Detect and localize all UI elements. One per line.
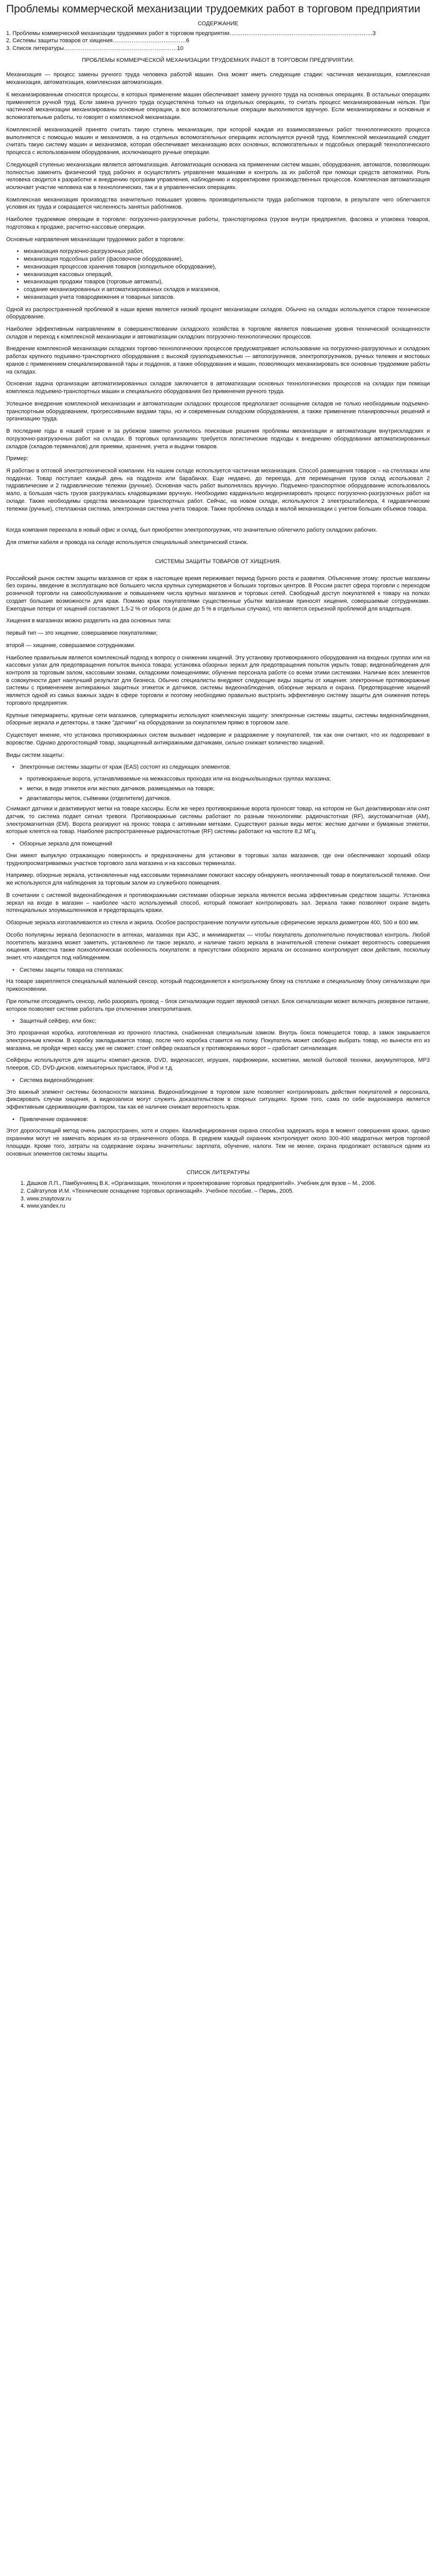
- toc-item[interactable]: 3. Список литературы……………………………………………………10: [6, 45, 184, 52]
- section1-body: [6, 71, 430, 546]
- paragraph: В сочетании с системой видеонаблюдения и противокражными системами обзорные зеркала являются весьма эффективным средством защиты. Установка зеркал на входе в магазин – наиболее часто используемый способ, который помогает контролировать зал. Зеркала также позволяют охране видеть потенциальных злоумышленников и предотвращать кражи.: [6, 892, 430, 914]
- literature-list: [6, 1180, 430, 1210]
- paragraph: Сейферы используются для защиты компакт-дисков, DVD, видеокассет, игрушек, парфюмерии, косметики, мелкой бытовой техники, аккумуляторов, MP3 плееров, CD, DVD-дисков, компьютерных приставок, iPod и т.д.: [6, 1057, 430, 1072]
- paragraph: Они имеют выпуклую отражающую поверхность и предназначены для установки в торговых залах магазинов, где они обеспечивают хороший обзор труднопросматриваемых участков торгового зала магазина и на кассовых терминалах.: [6, 852, 430, 867]
- section2-body: [6, 575, 430, 1158]
- paragraph: Основная задача организации автоматизированных складов заключается в автоматизации основных технологических процессов на складах при помощи комплекса подъемно-транспортных машин и специального оборудования без применения ручного труда.: [6, 381, 430, 395]
- guards-heading: • Привлечение охранников:: [6, 1116, 430, 1124]
- literature-item: 1. Дашков Л.П., Памбухчиянц В.К. «Организация, технология и проектирование торговых предприятий». Учебник для вузов – М., 2006.: [27, 1180, 430, 1188]
- list-item: • механизация подсобных работ (фасовочное оборудование),: [24, 256, 430, 263]
- literature-heading: СПИСОК ЛИТЕРАТУРЫ: [186, 1170, 250, 1176]
- list-item: • механизация кассовых операций,: [24, 271, 430, 279]
- paragraph: Это важный элемент системы безопасности магазина. Видеонаблюдение в торговом зале позволяет контролировать действия покупателей и персонала, фиксировать случаи хищения, а видеозаписи могут служить доказательством в спорных ситуациях. Кроме того, сама по себе видеокамера является эффективным сдерживающим фактором, так как её наличие снижает вероятность краж.: [6, 1089, 430, 1111]
- paragraph: Наиболее правильным является комплексный подход к вопросу о снижении хищений. Эту установку противокражного оборудования на входных группах или на кассовых узлах для предотвращения попыток выноса товара; установка обзорных зеркал для предотвращения попыток укрыть товар; видеонаблюдения для контроля за торговым залом, кассовыми зонами, складскими помещениями; обучение персонала работе со всеми этими системами. Наличие всех элементов в совокупности дает наилучший результат для бизнеса. Обычно специалисты внедряют следующие виды защиты от хищения: электронные противокражные системы с применением антикражных защитных этикеток и датчиков, системы видеонаблюдения, обзорные зеркала и охрана. Предотвращение хищений является одной из самых важных задач в сфере торговли и поэтому необходимо правильно выстроить эффективную систему защиты для снижения потерь торгового предприятия.: [6, 654, 430, 706]
- mechanization-directions-list: [6, 248, 430, 301]
- paragraph: Виды систем защиты:: [6, 752, 64, 758]
- paragraph: Одной из распространенной проблемой в наши время является низкий процент механизации складов. Обычно на складах используется старое техническое оборудование.: [6, 306, 430, 320]
- shelf-protection-heading: • Системы защиты товара на стеллажах:: [6, 967, 430, 974]
- toc-item[interactable]: 1. Проблемы коммерческой механизации трудоемких работ в торговом предприятии………………………………………………………………….3: [6, 30, 376, 37]
- safer-box-heading: • Защитный сейфер, или бокс:: [6, 1018, 430, 1025]
- list-item: • механизация продажи товаров (торговые автоматы),: [24, 278, 430, 286]
- list-item: • механизация процессов хранения товаров (холодильное оборудование),: [24, 263, 430, 271]
- paragraph: Наиболее трудоемкие операции в торговле: погрузочно-разгрузочные работы, транспортировка (грузов внутри предприятия, фасовка и упаковка товаров, подготовка к продаже, расчетно-кассовые операции.: [6, 216, 430, 230]
- paragraph: Наиболее эффективным направлением в совершенствовании складского хозяйства в торговле является повышение уровня технической оснащенности складов и переход к комплексной механизации и автоматизации складских погрузочно-технологических процессов.: [6, 326, 430, 340]
- toc-list: [6, 30, 430, 53]
- document-title: Проблемы коммерческой механизации трудоемких работ в торговом предприятии: [6, 3, 421, 15]
- mirrors-heading: • Обзорные зеркала для помещений: [6, 840, 430, 848]
- list-item: ◦ деактиваторы меток, съёмники (отделители) датчиков.: [27, 795, 430, 803]
- paragraph: второй — хищение, совершаемое сотрудниками.: [6, 642, 136, 649]
- paragraph: Снимают датчики и деактивируют метки на товаре кассиры. Если же через противокражные ворота проносят товар, на котором не был деактивирован или снят датчик, то система подает сигнал тревоги. Противокражные системы работают по разным технологиям: радиочастотная (RF), акустомагнитная (AM), электромагнитная (EM). Ворота реагируют на пронос товара с активными метками. Существуют разные виды меток: жесткие датчики и бумажные этикетки, которые клеятся на товар. Наиболее распространенные радиочастотные (RF) системы работают на частоте 8,2 МГц.: [6, 806, 430, 835]
- literature-item[interactable]: 3. www.znaytovar.ru: [27, 1195, 430, 1203]
- paragraph: Это прозрачная коробка, изготовленная из прочного пластика, снабженная специальным замком. Внутрь бокса помещается товар, а замок закрывается электронным ключом. В коробку закладывается товар, после чего коробка ставится на полку. Покупатель может свободно выбрать товар, но вынести его из магазина, не пройдя через кассу, уже не сможет: стоит сейфер оказаться у противокражных ворот – сработает сигнализация.: [6, 1030, 430, 1052]
- paragraph: Для отметки кабеля и провода на складе используется специальный электрический станок.: [6, 539, 248, 546]
- paragraph: Особо популярны зеркала безопасности в аптеках, магазинах при АЗС, и минимаркетах — чтобы покупатель дополнительно почувствовал контроль. Любой посетитель магазина может заметить, установлено ли такое зеркало, и наличие такого зеркала в значительной степени снижает вероятность совершения хищения. Известна также психологическая особенность покупателя: в присутствии обзорного зеркала он осознанно контролирует свои действия, поскольку знает, что находится под наблюдением.: [6, 931, 430, 961]
- paragraph: Внедрение комплексной механизации складских торгово-технологических процессов предусматривает использование на погрузочно-разгрузочных и складских работах крупного подъемно-транспортного оборудования с высокой грузоподъемностью — автопогрузчиков, электропогрузчиков, ручных тележек и мостовых кранов с применением специализированной тары и поддонов, а также оборудования и машин, позволяющих механизировать все основные трудоемкие работы на складах.: [6, 346, 430, 375]
- section2-heading: СИСТЕМЫ ЗАЩИТЫ ТОВАРОВ ОТ ХИЩЕНИЯ.: [155, 558, 281, 565]
- toc-heading: СОДЕРЖАНИЕ: [198, 20, 238, 27]
- list-item: • создание механизированных и автоматизированных складов и магазинов,: [24, 286, 430, 294]
- literature-item: 2. Сайгатулов И.М. «Технические оснащение торговых организаций». Учебное пособие. – Пермь, 2005.: [27, 1188, 430, 1195]
- paragraph: Например, обзорные зеркала, установленные над кассовыми терминалами помогают кассиру обнаружить неоплаченный товар в покупательской тележке. Они же используются для наблюдения за торговым залом из служебного помещения.: [6, 872, 430, 887]
- document-page: [0, 0, 436, 1215]
- list-item: ◦ метки, в виде этикеток или жестких датчиков, размещаемых на товаре;: [27, 785, 430, 793]
- list-item: • механизация учета товародвижения и товарных запасов.: [24, 294, 430, 301]
- paragraph: Крупные гипермаркеты, крупные сети магазинов, супермаркеты используют комплексную защиту: электронные системы защиты, системы видеонаблюдения, обзорные зеркала и детекторы, а также "датчики" на оборудовании за покупателем прямо в торговом зале.: [6, 712, 430, 726]
- paragraph: первый тип — это хищение, совершаемое покупателями;: [6, 630, 158, 637]
- paragraph: Пример:: [6, 455, 29, 462]
- list-item: • механизация погрузочно-разгрузочных работ,: [24, 248, 430, 256]
- paragraph: Хищения в магазинах можно разделить на два основных типа:: [6, 618, 171, 624]
- toc-item[interactable]: 2. Системы защиты товаров от хищения…………………………………6: [6, 38, 189, 44]
- paragraph: Российский рынок систем защиты магазинов от краж в настоящее время переживает период бурного роста и развития. Объяснение этому: простые магазины без охраны, введение в эксплуатацию всё большего числа крупных супермаркетов и больших торговых центров. В России растет сфера торговли с переходом розничной торговли на самообслуживание и повышением числа крупных магазинов и торговых сетей. Свободный доступ покупателей к товару на полках создает большие возможности для краж. Помимо краж покупателями существенные убытки магазинам приносят хищения, совершаемые сотрудниками. Ежегодные потери от хищений составляют 1,5-2 % от оборота (и даже до 5 % в отдельных случаях), что является серьезной проблемой для владельцев.: [6, 575, 430, 612]
- paragraph: Этот дорогостоящий метод очень распространен, хотя и спорен. Квалифицированная охрана способна задержать вора в момент совершения кражи, однако охранники могут не замечать воришек из-за ограниченного обзора. В среднем каждый охранник контролирует около 300-400 квадратных метров торговой площади. Кроме того, затраты на содержание охраны значительны: зарплата, обучение, налоги. Тем не менее, охрана продолжает оставаться одним из основных элементов системы защиты.: [6, 1128, 430, 1157]
- paragraph: Обзорные зеркала изготавливаются из стекла и акрила. Особое распространение получили купольные сферические зеркала диаметром 400, 500 и 600 мм.: [6, 920, 420, 926]
- paragraph: Когда компания переехала в новый офис и склад, был приобретен электропогрузчик, что значительно облегчило работу складских рабочих.: [6, 527, 378, 534]
- paragraph: Следующей ступенью механизации является автоматизация. Автоматизация основана на применении систем машин, оборудования, автоматов, позволяющих полностью заменить физический труд рабочих и осуществлять управление машинами и контроль за их работой при помощи средств автоматики. Роль человека сводится к разработке и внедрению программ управления, наблюдению и корректировке производственных процессов. Комплексная автоматизация исключает участие человека как в технологических, так и в управленческих операциях.: [6, 161, 430, 191]
- section1-heading: ПРОБЛЕМЫ КОММЕРЧЕСКОЙ МЕХАНИЗАЦИИ ТРУДОЕМКИХ РАБОТ В ТОРГОВОМ ПРЕДПРИЯТИИ.: [81, 57, 355, 63]
- eas-list-heading: • Электронные системы защиты от краж (EAS) состоят из следующих элементов:: [6, 764, 430, 771]
- paragraph: Существует мнение, что установка противокражных систем вызывает недоверие и раздражение у покупателей, так как они считают, что их подозревают в воровстве. Однако дорогостоящий товар, защищенный антикражными датчиками, сильно снижает количество хищений.: [6, 732, 430, 746]
- paragraph: К механизированным относятся процессы, в которых применение машин обеспечивает замену ручного труда на основных операциях. В остальных операциях применяется ручной труд. Если замена ручного труда осуществлена только на отдельных операциях, то считать процесс механизированным нельзя. При частичной механизации механизированы основные операции, а все вспомогательные операции выполняются вручную. Если механизированы и основные и вспомогательные работы, то говорят о комплексной механизации.: [6, 91, 430, 121]
- literature-item[interactable]: 4. www.yandex.ru: [27, 1202, 430, 1210]
- paragraph: Комплексной механизацией принято считать такую ступень механизации, при которой каждая из взаимосвязанных работ технологического процесса выполняется с помощью машин и механизмов, а на отдельных вспомогательных операциях используется ручной труд. Комплексной механизацией следует считать такую систему машин и механизмов, которая обеспечивает механизацию всех основных, вспомогательных и подсобных операций технологического процесса с использованием оборудования, исключающего ручные операции.: [6, 126, 430, 156]
- paragraph: На товаре закрепляется специальный маленький сенсор, который подсоединяется к контрольному блоку на стеллаже и специальному блоку сигнализации при прикосновении.: [6, 978, 430, 993]
- paragraph: Я работаю в оптовой электротехнической компании. На нашем складе используется частичная механизация. Способ размещения товаров – на стеллажах или поддонах. Товар поступает каждый день на поддонах или барабанах. Еще недавно, до переезда, для перемещения грузов склад использовал 2 гидравлические и 2 гидравлические тележки (ручные). Основная часть работ выполнялась вручную. Подъемно-транспортное оборудование использовалось мало, а большая часть грузов разгружалась кладовщиками вручную. Необходимо кардинально модернизировать процесс погрузочно-разгрузочных работ на складе. Также необходимы средства механизации транспортных работ. Сейчас, на новом складе, используются 2 электроштабелера, 4 гидравлические тележки (ручные), стеллажная система, электронная система учета товаров. Также проблема склада в малой механизации с учетом больших объемов товара.: [6, 468, 430, 512]
- video-surveillance-heading: • Система видеонаблюдения:: [6, 1077, 430, 1084]
- eas-elements-list: [6, 775, 430, 802]
- paragraph: Механизация — процесс замены ручного труда человека работой машин. Она может иметь следующие стадии: частичная механизация, комплексная механизация, автоматизация, комплексная автоматизация.: [6, 72, 430, 86]
- paragraph: Основные направления механизации трудоемких работ в торговле:: [6, 236, 185, 243]
- paragraph: При попытке отсоединить сенсор, либо разорвать провод – блок сигнализации подает звуковой сигнал. Блок сигнализации может включать резервное питание, которое позволяет системе работать при отключении электропитания.: [6, 998, 430, 1012]
- paragraph: Комплексная механизация производства значительно повышает уровень производительности труда работников торговли, в результате чего облегчаются условия их труда и сокращается численность занятых работников.: [6, 196, 430, 211]
- list-item: ◦ противокражные ворота, устанавливаемые на межкассовых проходах или на входных/выходных группах магазина;: [27, 775, 430, 783]
- paragraph: В последние годы в нашей стране и за рубежом заметно усилилось поисковые решения проблемы механизации и автоматизации внутрискладских и погрузочно-разгрузочных работ на складах. В торговых организациях требуется логистические подходы к внедрению оборудования автоматизированных складов (складов-терминалов) для приемки, хранения, учета и выдачи товаров.: [6, 428, 430, 450]
- paragraph: Успешное внедрение комплексной механизации и автоматизации складских процессов предполагает оснащение складов не только необходимым подъемно-транспортным оборудованием, прогрессивными видами тары, но и современным складским оборудованием, а также применение планировочных решений и организацию труда.: [6, 400, 430, 422]
